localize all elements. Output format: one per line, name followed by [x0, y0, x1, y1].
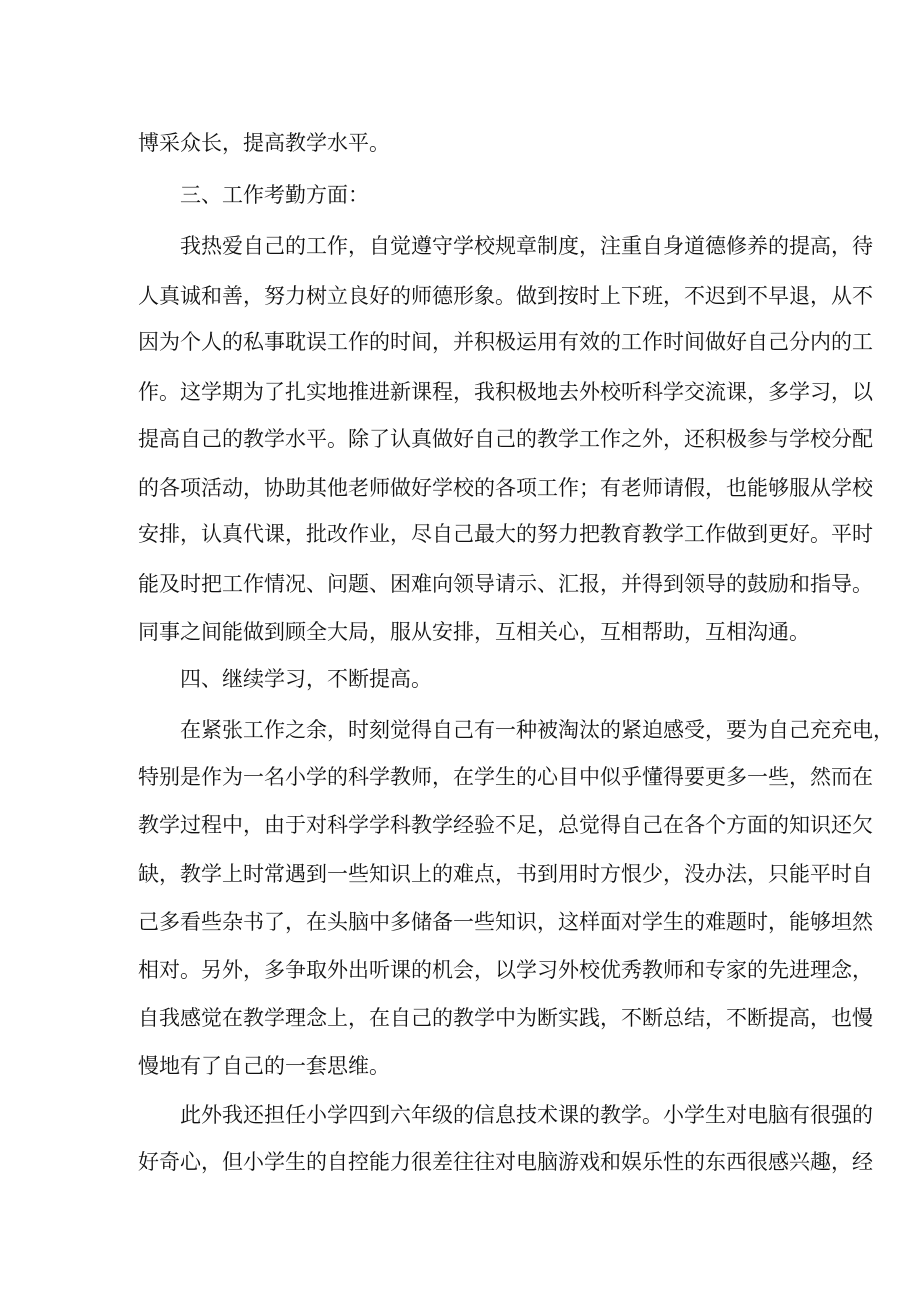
- section-heading: 四、继续学习，不断提高。: [180, 667, 432, 691]
- text-line: 己多看些杂书了，在头脑中多储备一些知识，这样面对学生的难题时，能够坦然: [138, 910, 873, 934]
- text-line: 此外我还担任小学四到六年级的信息技术课的教学。小学生对电脑有很强的: [180, 1103, 873, 1127]
- text-line: 缺，教学上时常遇到一些知识上的难点，书到用时方恨少，没办法，只能平时自: [138, 862, 873, 886]
- text-line: 自我感觉在教学理念上，在自己的教学中为断实践，不断总结，不断提高，也慢: [138, 1006, 873, 1030]
- text-line: 人真诚和善，努力树立良好的师德形象。做到按时上下班，不迟到不早退，从不: [138, 284, 873, 308]
- text-line: 教学过程中，由于对科学学科教学经验不足，总觉得自己在各个方面的知识还欠: [138, 813, 873, 837]
- text-line: 我热爱自己的工作，自觉遵守学校规章制度，注重自身道德修养的提高，待: [180, 234, 873, 258]
- text-line: 因为个人的私事耽误工作的时间，并积极运用有效的工作时间做好自己分内的工: [138, 330, 873, 354]
- text-line: 能及时把工作情况、问题、困难向领导请示、汇报，并得到领导的鼓励和指导。: [138, 572, 873, 596]
- text-line: 作。这学期为了扎实地推进新课程，我积极地去外校听科学交流课，多学习，以: [138, 380, 873, 404]
- text-line: 相对。另外，多争取外出听课的机会，以学习外校优秀教师和专家的先进理念，: [138, 958, 873, 982]
- text-line: 提高自己的教学水平。除了认真做好自己的教学工作之外，还积极参与学校分配: [138, 427, 873, 451]
- text-line: 慢地有了自己的一套思维。: [138, 1054, 390, 1078]
- text-line: 的各项活动，协助其他老师做好学校的各项工作；有老师请假，也能够服从学校: [138, 476, 873, 500]
- text-line: 好奇心，但小学生的自控能力很差往往对电脑游戏和娱乐性的东西很感兴趣，经: [138, 1150, 873, 1174]
- text-line: 特别是作为一名小学的科学教师，在学生的心目中似乎懂得要更多一些，然而在: [138, 765, 873, 789]
- text-line: 在紧张工作之余，时刻觉得自己有一种被淘汰的紧迫感受，要为自己充充电，: [180, 718, 894, 742]
- text-line: 博采众长，提高教学水平。: [138, 131, 390, 155]
- section-heading: 三、工作考勤方面：: [180, 183, 369, 207]
- text-line: 同事之间能做到顾全大局，服从安排，互相关心，互相帮助，互相沟通。: [138, 620, 810, 644]
- text-line: 安排，认真代课，批改作业，尽自己最大的努力把教育教学工作做到更好。平时: [138, 522, 873, 546]
